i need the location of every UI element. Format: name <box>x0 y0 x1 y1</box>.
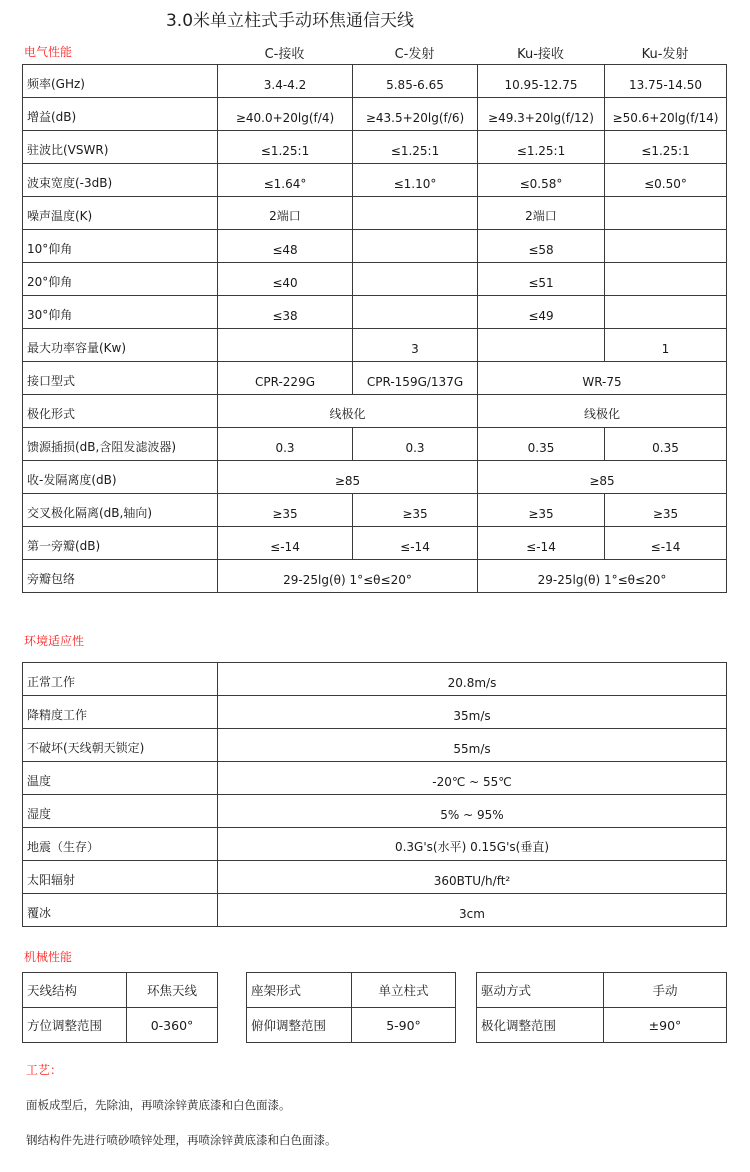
cell-ku-tx: ≤-14 <box>605 527 727 560</box>
row-label: 正常工作 <box>23 663 218 696</box>
table-row <box>23 395 727 428</box>
row-value: 55m/s <box>218 729 727 762</box>
row-value: 35m/s <box>218 696 727 729</box>
row-label: 覆冰 <box>23 894 218 927</box>
cell-c-rx: CPR-229G <box>218 362 353 395</box>
cell-c-tx: ≥43.5+20lg(f/6) <box>353 98 478 131</box>
row-value: 3cm <box>218 894 727 927</box>
row-value: 20.8m/s <box>218 663 727 696</box>
column-header-ku-tx: Ku-发射 <box>641 47 689 62</box>
cell-c-tx <box>353 263 478 296</box>
table-row <box>23 560 727 593</box>
row-label: 增益(dB) <box>23 98 218 131</box>
table-row <box>23 230 727 263</box>
cell-c-rx: ≤1.25:1 <box>218 131 353 164</box>
cell-c-rx: ≤-14 <box>218 527 353 560</box>
process-line-1: 面板成型后，先除油，再喷涂锌黄底漆和白色面漆。 <box>26 1098 291 1112</box>
cell-ku-tx: ≤0.50° <box>605 164 727 197</box>
cell-ku-rx: ≥49.3+20lg(f/12) <box>478 98 605 131</box>
table-row <box>23 1008 218 1043</box>
table-row <box>23 861 727 894</box>
row-value: 5% ~ 95% <box>218 795 727 828</box>
table-row <box>23 663 727 696</box>
cell-c-tx: 3 <box>353 329 478 362</box>
cell-ku-tx <box>605 296 727 329</box>
row-value: 手动 <box>604 973 727 1008</box>
row-label: 10°仰角 <box>23 230 218 263</box>
row-label: 不破坏(天线朝天锁定) <box>23 729 218 762</box>
cell-c-rx: 2端口 <box>218 197 353 230</box>
table-row <box>23 461 727 494</box>
cell-c-tx: ≤1.10° <box>353 164 478 197</box>
cell-ku-rx: ≤49 <box>478 296 605 329</box>
table-row <box>23 795 727 828</box>
row-label: 第一旁瓣(dB) <box>23 527 218 560</box>
cell-c-rx: 0.3 <box>218 428 353 461</box>
cell-c-tx: ≤1.25:1 <box>353 131 478 164</box>
table-row <box>23 98 727 131</box>
column-header-c-tx: C-发射 <box>394 47 435 62</box>
cell-ku-tx: ≤1.25:1 <box>605 131 727 164</box>
process-line-2: 钢结构件先进行喷砂喷锌处理，再喷涂锌黄底漆和白色面漆。 <box>26 1133 337 1147</box>
column-header-ku-rx: Ku-接收 <box>517 47 564 62</box>
row-label: 太阳辐射 <box>23 861 218 894</box>
row-label: 方位调整范围 <box>23 1008 127 1043</box>
table-row <box>23 428 727 461</box>
row-label: 交叉极化隔离(dB,轴向) <box>23 494 218 527</box>
cell-c-tx: 0.3 <box>353 428 478 461</box>
cell-c-rx: ≥35 <box>218 494 353 527</box>
cell-ku-tx: ≥35 <box>605 494 727 527</box>
row-value: 单立柱式 <box>352 973 456 1008</box>
table-row <box>477 1008 727 1043</box>
row-label: 驻波比(VSWR) <box>23 131 218 164</box>
row-value: 5-90° <box>352 1008 456 1043</box>
section-label-mechanical: 机械性能 <box>24 950 73 964</box>
table-row <box>23 164 727 197</box>
row-value: -20℃ ~ 55℃ <box>218 762 727 795</box>
row-value: 0-360° <box>127 1008 218 1043</box>
cell-ku-rx: ≥35 <box>478 494 605 527</box>
cell-c-tx <box>353 197 478 230</box>
row-label: 接口型式 <box>23 362 218 395</box>
cell-ku-tx <box>605 230 727 263</box>
row-label: 馈源插损(dB,含阻发滤波器) <box>23 428 218 461</box>
row-label: 湿度 <box>23 795 218 828</box>
cell-ku-rx: 2端口 <box>478 197 605 230</box>
mechanical-table-1 <box>22 972 218 1043</box>
row-label: 旁瓣包络 <box>23 560 218 593</box>
cell-c-rx <box>218 329 353 362</box>
row-label: 频率(GHz) <box>23 65 218 98</box>
table-row <box>23 197 727 230</box>
row-label: 波束宽度(-3dB) <box>23 164 218 197</box>
table-row <box>247 1008 456 1043</box>
table-row <box>247 973 456 1008</box>
cell-c-rx: ≤40 <box>218 263 353 296</box>
cell-c-tx <box>353 296 478 329</box>
cell-ku-tx: 0.35 <box>605 428 727 461</box>
section-label-electrical: 电气性能 <box>24 45 73 59</box>
table-row <box>477 973 727 1008</box>
cell-ku-band: 29-25lg(θ) 1°≤θ≤20° <box>478 560 727 593</box>
row-label: 天线结构 <box>23 973 127 1008</box>
cell-ku-rx: ≤51 <box>478 263 605 296</box>
cell-c-rx: 3.4-4.2 <box>218 65 353 98</box>
row-label: 温度 <box>23 762 218 795</box>
environment-table <box>22 662 727 927</box>
row-label: 座架形式 <box>247 973 352 1008</box>
row-label: 噪声温度(K) <box>23 197 218 230</box>
cell-ku-tx: 1 <box>605 329 727 362</box>
row-value: ±90° <box>604 1008 727 1043</box>
table-row <box>23 729 727 762</box>
cell-ku-rx: ≤1.25:1 <box>478 131 605 164</box>
cell-ku-rx: 10.95-12.75 <box>478 65 605 98</box>
table-row <box>23 296 727 329</box>
cell-c-rx: ≥40.0+20lg(f/4) <box>218 98 353 131</box>
cell-c-band: ≥85 <box>218 461 478 494</box>
section-label-process: 工艺： <box>26 1063 63 1077</box>
row-label: 极化调整范围 <box>477 1008 604 1043</box>
row-label: 最大功率容量(Kw) <box>23 329 218 362</box>
cell-c-tx: 5.85-6.65 <box>353 65 478 98</box>
cell-c-rx: ≤38 <box>218 296 353 329</box>
cell-c-tx <box>353 230 478 263</box>
cell-c-tx: CPR-159G/137G <box>353 362 478 395</box>
table-row <box>23 527 727 560</box>
mechanical-table-3 <box>476 972 727 1043</box>
cell-ku-rx: ≤58 <box>478 230 605 263</box>
table-row <box>23 362 727 395</box>
mechanical-table-2 <box>246 972 456 1043</box>
cell-ku-rx <box>478 329 605 362</box>
table-row <box>23 828 727 861</box>
cell-ku-band: ≥85 <box>478 461 727 494</box>
cell-ku-tx <box>605 197 727 230</box>
column-header-c-rx: C-接收 <box>264 47 305 62</box>
table-row <box>23 131 727 164</box>
cell-c-rx: ≤48 <box>218 230 353 263</box>
row-label: 俯仰调整范围 <box>247 1008 352 1043</box>
cell-c-tx: ≥35 <box>353 494 478 527</box>
table-row <box>23 973 218 1008</box>
table-row <box>23 65 727 98</box>
table-row <box>23 494 727 527</box>
cell-ku-rx: 0.35 <box>478 428 605 461</box>
cell-c-band: 线极化 <box>218 395 478 428</box>
row-label: 驱动方式 <box>477 973 604 1008</box>
page-title: 3.0米单立柱式手动环焦通信天线 <box>165 11 415 31</box>
row-label: 降精度工作 <box>23 696 218 729</box>
section-label-environment: 环境适应性 <box>24 634 85 648</box>
cell-ku-band: 线极化 <box>478 395 727 428</box>
cell-c-tx: ≤-14 <box>353 527 478 560</box>
row-label: 极化形式 <box>23 395 218 428</box>
table-row <box>23 894 727 927</box>
row-label: 30°仰角 <box>23 296 218 329</box>
cell-ku-band: WR-75 <box>478 362 727 395</box>
row-label: 收-发隔离度(dB) <box>23 461 218 494</box>
cell-ku-tx: 13.75-14.50 <box>605 65 727 98</box>
table-row <box>23 263 727 296</box>
cell-ku-tx <box>605 263 727 296</box>
table-row <box>23 696 727 729</box>
row-value: 0.3G's(水平) 0.15G's(垂直) <box>218 828 727 861</box>
cell-ku-tx: ≥50.6+20lg(f/14) <box>605 98 727 131</box>
cell-ku-rx: ≤0.58° <box>478 164 605 197</box>
table-row <box>23 329 727 362</box>
row-value: 360BTU/h/ft² <box>218 861 727 894</box>
table-row <box>23 762 727 795</box>
row-label: 地震（生存） <box>23 828 218 861</box>
row-label: 20°仰角 <box>23 263 218 296</box>
cell-c-band: 29-25lg(θ) 1°≤θ≤20° <box>218 560 478 593</box>
cell-ku-rx: ≤-14 <box>478 527 605 560</box>
electrical-performance-table <box>22 64 727 593</box>
cell-c-rx: ≤1.64° <box>218 164 353 197</box>
row-value: 环焦天线 <box>127 973 218 1008</box>
